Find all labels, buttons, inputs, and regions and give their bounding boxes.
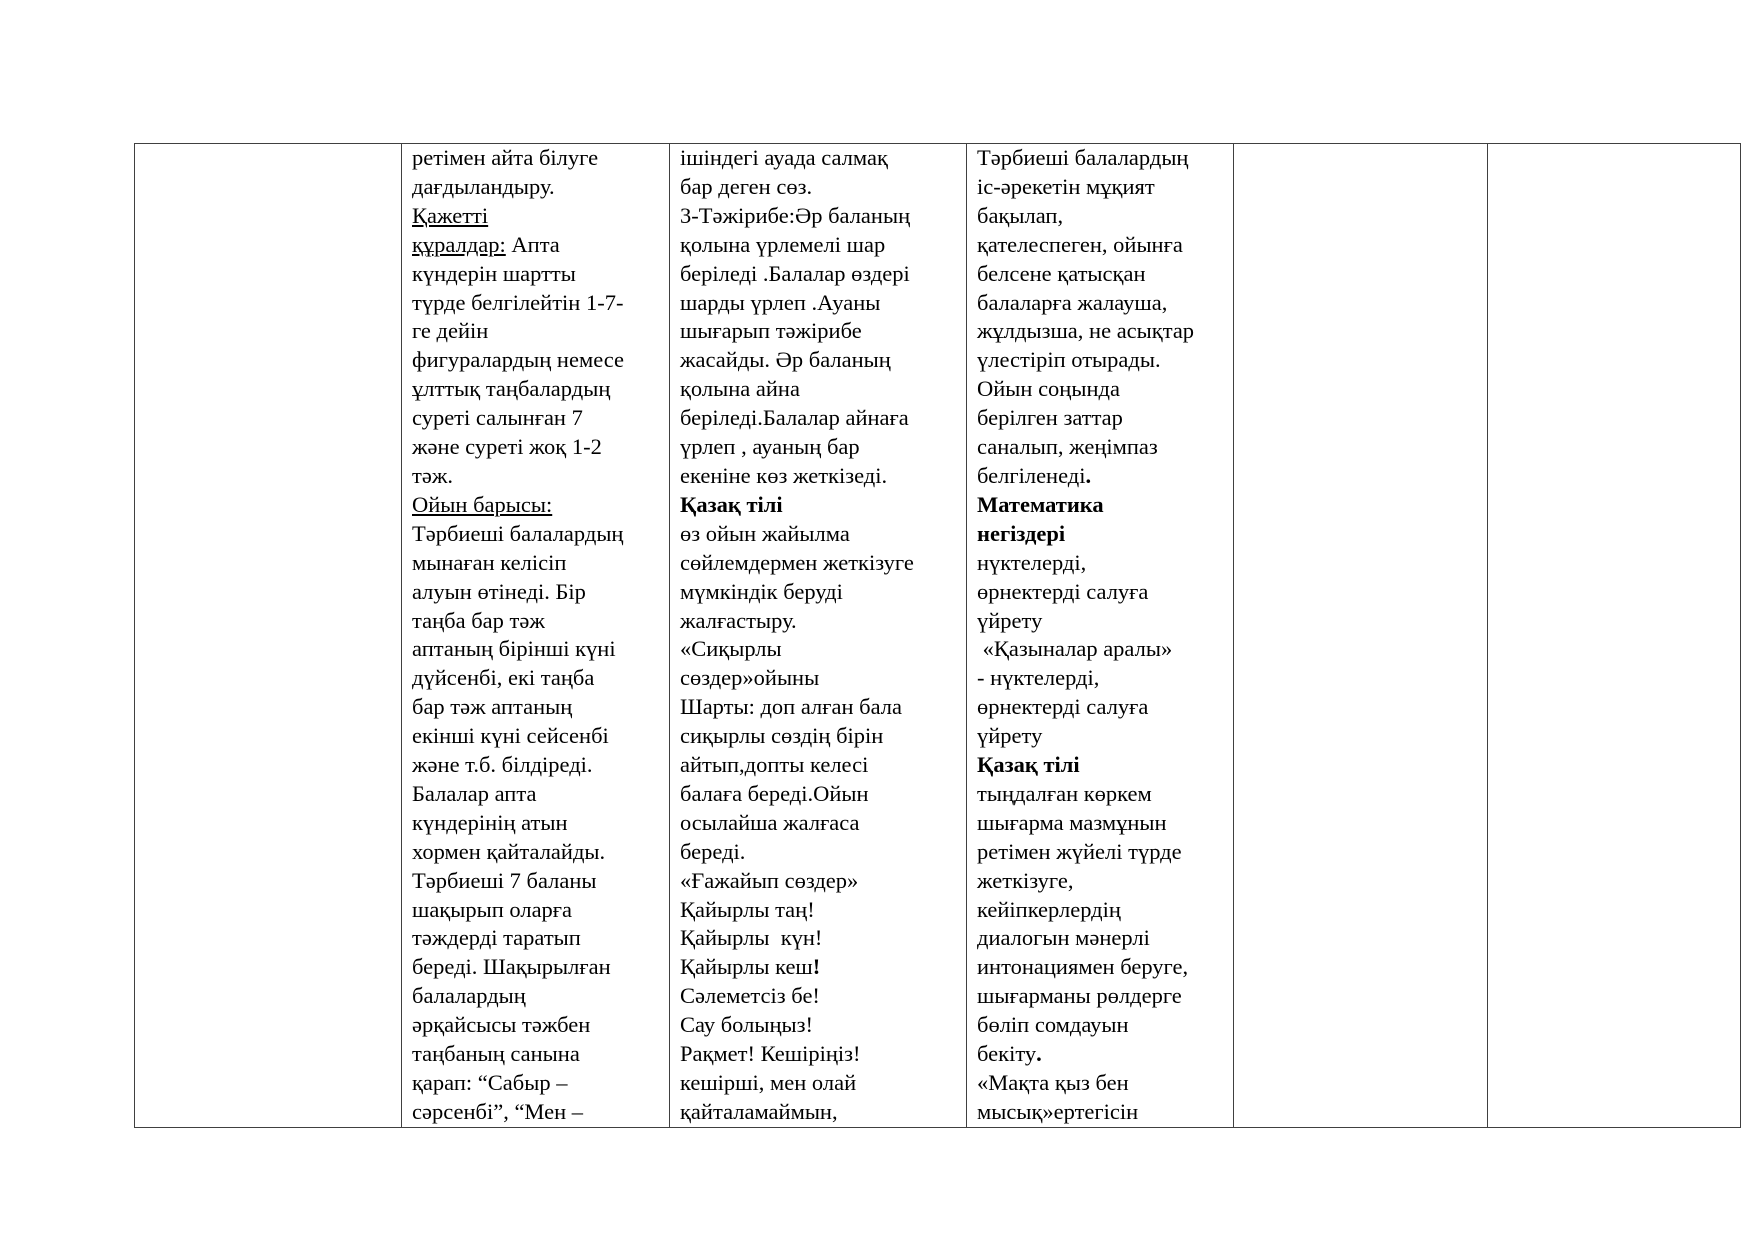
text-line — [680, 607, 956, 636]
text-line-content: кейіпкерлердің — [977, 896, 1121, 922]
text-line-content: сөздер»ойыны — [680, 665, 820, 691]
text-line — [977, 953, 1223, 982]
text-line — [412, 722, 659, 751]
text-line — [977, 231, 1223, 260]
text-line-content: Рақмет! Кешіріңіз! — [680, 1041, 861, 1067]
text-line-content: шақырып оларға — [412, 896, 573, 922]
text-line-content: дағдыландыру. — [412, 173, 555, 199]
text-line-content: балалардың — [412, 983, 526, 1009]
text-line-content: Қазақ тілі — [977, 752, 1080, 778]
text-line — [412, 578, 659, 607]
text-line-content: шарды үрлеп .Ауаны — [680, 289, 881, 315]
text-line — [680, 693, 956, 722]
text-line-content: әрқайсысы тәжбен — [412, 1012, 591, 1038]
text-line-content: үрлеп , ауаның бар — [680, 434, 860, 460]
text-line — [680, 549, 956, 578]
text-line-content: - нүктелерді, — [977, 665, 1100, 691]
text-line — [977, 838, 1223, 867]
table-cell-empty-5 — [1234, 144, 1488, 1128]
text-line-content: Математика — [977, 491, 1104, 517]
text-line-content: Қажетті — [412, 202, 489, 228]
text-line-content: ретімен жүйелі түрде — [977, 838, 1182, 864]
text-line — [680, 346, 956, 375]
text-line — [977, 809, 1223, 838]
text-line — [977, 491, 1223, 520]
text-line — [977, 693, 1223, 722]
text-line — [680, 462, 956, 491]
text-line — [680, 491, 956, 520]
text-line-content: балаға береді.Ойын — [680, 780, 869, 806]
text-line-content: «Мақта қыз бен — [977, 1070, 1129, 1095]
text-line-content: жұлдызша, не асықтар — [977, 318, 1195, 344]
text-line — [977, 433, 1223, 462]
text-line-content: интонациямен беруге, — [977, 954, 1189, 980]
text-line — [680, 664, 956, 693]
text-line-content: берілген заттар — [977, 405, 1123, 431]
text-line-content: негіздері — [977, 520, 1066, 546]
text-line-content: өрнектерді салуға — [977, 694, 1149, 720]
text-line-content: өз ойын жайылма — [680, 520, 850, 546]
text-line — [680, 1069, 956, 1098]
text-line — [680, 953, 956, 982]
text-line — [680, 375, 956, 404]
text-line-content: тыңдалған көркем — [977, 780, 1152, 806]
table-cell-text — [670, 144, 967, 1128]
text-line-content: суреті салынған 7 — [412, 405, 583, 431]
text-line — [412, 491, 659, 520]
text-line — [412, 173, 659, 202]
text-line — [977, 722, 1223, 751]
text-line — [977, 404, 1223, 433]
text-line — [977, 751, 1223, 780]
lesson-plan-table — [134, 143, 1741, 1128]
text-line — [412, 375, 659, 404]
text-line — [977, 1069, 1223, 1098]
text-line-content: беріледі.Балалар айнаға — [680, 405, 909, 431]
text-line — [977, 144, 1223, 173]
text-line — [680, 1040, 956, 1069]
text-line — [412, 144, 659, 173]
text-line — [412, 809, 659, 838]
table-row — [135, 144, 1741, 1128]
text-line — [412, 953, 659, 982]
text-line-bold-punctuation: . — [1036, 1041, 1042, 1067]
text-line — [412, 838, 659, 867]
text-line — [680, 1011, 956, 1040]
text-line-content: жалғастыру. — [680, 607, 797, 633]
text-line — [412, 433, 659, 462]
text-line — [412, 982, 659, 1011]
text-line — [977, 520, 1223, 549]
text-line-content: шығарманы рөлдерге — [977, 983, 1182, 1009]
text-line — [412, 1040, 659, 1069]
text-line — [680, 1098, 956, 1127]
text-line — [977, 173, 1223, 202]
text-line-content: кешірші, мен олай — [680, 1070, 857, 1095]
text-line-content: диалогын мәнерлі — [977, 925, 1150, 951]
text-line — [412, 317, 659, 346]
table-cell-empty-1 — [135, 144, 402, 1128]
text-line-content: ге дейін — [412, 318, 489, 344]
text-line-content: бар деген сөз. — [680, 173, 813, 199]
text-line-content: Қайырлы кеш — [680, 954, 813, 980]
text-line — [680, 260, 956, 289]
text-line-content: күндерін шартты — [412, 260, 576, 286]
text-line — [680, 317, 956, 346]
text-line-content: Шарты: доп алған бала — [680, 694, 902, 720]
text-line-content: жасайды. Әр баланың — [680, 347, 891, 373]
text-line-content: бөліп сомдауын — [977, 1012, 1129, 1038]
text-line-content: осылайша жалғаса — [680, 809, 860, 835]
text-line-content: балаларға жалауша, — [977, 289, 1168, 315]
text-line-content: береді. Шақырылған — [412, 954, 611, 980]
text-line — [977, 1098, 1223, 1127]
text-line — [412, 924, 659, 953]
text-line-content: қолына айна — [680, 376, 800, 402]
text-line — [412, 607, 659, 636]
text-line — [680, 809, 956, 838]
text-line-content: алуын өтінеді. Бір — [412, 578, 586, 604]
text-line-bold-punctuation: . — [1085, 462, 1092, 488]
text-line — [977, 289, 1223, 318]
text-line-content: «Қазыналар аралы» — [977, 636, 1173, 662]
text-line-content: сәрсенбі”, “Мен – — [412, 1098, 584, 1124]
text-line — [977, 578, 1223, 607]
text-line — [977, 317, 1223, 346]
text-line — [977, 1011, 1223, 1040]
text-line-content: бақылап, — [977, 202, 1064, 228]
text-line-content: күндерінің атын — [412, 809, 568, 835]
text-line-content: «Ғажайып сөздер» — [680, 867, 859, 893]
text-line — [977, 549, 1223, 578]
text-line-content: шығарып тәжірибе — [680, 318, 862, 344]
text-line — [977, 1040, 1223, 1069]
text-line-content: Қазақ тілі — [680, 491, 783, 517]
text-line — [977, 202, 1223, 231]
text-line — [412, 260, 659, 289]
text-line-content: таңба бар тәж — [412, 607, 545, 633]
text-line — [977, 780, 1223, 809]
text-line-content: Қайырлы таң! — [680, 896, 815, 922]
text-line-content: таңбаның санына — [412, 1041, 580, 1067]
text-line — [977, 462, 1223, 491]
table-cell-empty-6 — [1488, 144, 1741, 1128]
text-line — [977, 375, 1223, 404]
table-cell-text — [967, 144, 1234, 1128]
text-line — [412, 693, 659, 722]
text-line — [412, 1098, 659, 1127]
text-line-content: хормен қайталайды. — [412, 838, 606, 864]
text-line — [412, 1069, 659, 1098]
text-line-content: аптаның бірінші күні — [412, 636, 616, 662]
text-line-content: және суреті жоқ 1-2 — [412, 434, 602, 460]
text-line-content: тәждерді таратып — [412, 925, 581, 951]
text-line-content: айтып,допты келесі — [680, 752, 869, 778]
text-line — [412, 751, 659, 780]
text-line-content: тәж. — [412, 462, 453, 488]
text-line — [680, 173, 956, 202]
text-line-content: шығарма мазмұнын — [977, 809, 1167, 835]
text-line-content: Сәлеметсіз бе! — [680, 983, 820, 1009]
text-line-content: Ойын барысы: — [412, 491, 553, 517]
text-line-content: береді. — [680, 838, 746, 864]
text-line-content: екінші күні сейсенбі — [412, 723, 609, 749]
text-line — [977, 346, 1223, 375]
text-line — [680, 896, 956, 925]
text-line — [412, 404, 659, 433]
text-line — [680, 202, 956, 231]
text-line — [680, 780, 956, 809]
text-line-content: жеткізуге, — [977, 867, 1074, 893]
text-line-content: Ойын соңында — [977, 376, 1120, 402]
text-line — [977, 982, 1223, 1011]
text-line-content: саналып, жеңімпаз — [977, 434, 1158, 460]
text-line-continuation: Апта — [505, 231, 560, 257]
text-line-content: Сау болыңыз! — [680, 1012, 814, 1038]
text-line-content: белгіленеді — [977, 462, 1086, 488]
text-line — [412, 462, 659, 491]
text-line — [977, 896, 1223, 925]
text-line — [412, 635, 659, 664]
text-line-content: екеніне көз жеткізеді. — [680, 462, 888, 488]
text-line — [412, 520, 659, 549]
text-line-content: қателеспеген, ойынға — [977, 231, 1183, 257]
text-line — [412, 289, 659, 318]
text-line — [412, 664, 659, 693]
text-line — [412, 1011, 659, 1040]
text-line-content: сөйлемдермен жеткізуге — [680, 549, 914, 575]
text-line — [412, 549, 659, 578]
text-line — [680, 231, 956, 260]
text-line-content: мынаған келісіп — [412, 549, 567, 575]
text-line — [977, 607, 1223, 636]
text-line — [680, 144, 956, 173]
text-line-content: үйрету — [977, 723, 1043, 749]
text-line-content: нүктелерді, — [977, 549, 1087, 575]
text-line-content: қарап: “Сабыр – — [412, 1070, 568, 1095]
text-line — [412, 231, 659, 260]
text-line — [680, 433, 956, 462]
text-line — [412, 896, 659, 925]
text-line — [680, 982, 956, 1011]
text-line — [412, 867, 659, 896]
text-line-content: фигуралардың немесе — [412, 347, 624, 373]
text-line-content: «Сиқырлы — [680, 636, 782, 662]
text-line — [977, 635, 1223, 664]
text-line — [977, 260, 1223, 289]
text-line — [680, 867, 956, 896]
text-line-content: ішіндегі ауада салмақ — [680, 145, 888, 170]
text-line-content: және т.б. білдіреді. — [412, 752, 593, 778]
text-line — [412, 346, 659, 375]
text-line-content: мүмкіндік беруді — [680, 578, 843, 604]
text-line-content: іс-әрекетін мұқият — [977, 173, 1155, 199]
text-line — [412, 780, 659, 809]
text-line-content: мысық»ертегісін — [977, 1098, 1139, 1124]
text-line-content: Тәрбиеші балалардың — [977, 145, 1189, 170]
text-line-content: Тәрбиеші балалардың — [412, 520, 624, 546]
text-line — [680, 635, 956, 664]
text-line — [680, 751, 956, 780]
text-line — [680, 520, 956, 549]
text-line-content: қайталамаймын, — [680, 1098, 838, 1124]
text-line — [680, 924, 956, 953]
text-line-content: өрнектерді салуға — [977, 578, 1149, 604]
text-line-content: Тәрбиеші 7 баланы — [412, 867, 597, 893]
text-line-content: 3-Тәжірибе:Әр баланың — [680, 202, 911, 228]
text-line-content: ұлттық таңбалардың — [412, 376, 611, 402]
text-line — [680, 838, 956, 867]
text-line-content: қолына үрлемелі шар — [680, 231, 886, 257]
text-line — [412, 202, 659, 231]
text-line — [680, 722, 956, 751]
text-line-content: белсене қатысқан — [977, 260, 1146, 286]
text-line-content: Балалар апта — [412, 780, 537, 806]
text-line-content: бекіту — [977, 1041, 1037, 1067]
text-line-bold-punctuation: ! — [812, 954, 821, 980]
text-line — [977, 664, 1223, 693]
text-line-content: құралдар: — [412, 231, 506, 257]
text-line-content: бар тәж аптаның — [412, 694, 573, 720]
text-line — [680, 578, 956, 607]
text-line-content: дүйсенбі, екі таңба — [412, 665, 595, 691]
text-line-content: ретімен айта білуге — [412, 145, 599, 170]
text-line-content: Қайырлы күн! — [680, 925, 823, 951]
text-line-content: сиқырлы сөздің бірін — [680, 723, 884, 749]
text-line-content: үлестіріп отырады. — [977, 347, 1161, 373]
text-line-content: үйрету — [977, 607, 1043, 633]
text-line — [680, 289, 956, 318]
text-line — [977, 867, 1223, 896]
text-line-content: беріледі .Балалар өздері — [680, 260, 910, 286]
text-line-content: түрде белгілейтін 1-7- — [412, 289, 624, 315]
text-line — [977, 924, 1223, 953]
table-cell-text — [402, 144, 670, 1128]
text-line — [680, 404, 956, 433]
